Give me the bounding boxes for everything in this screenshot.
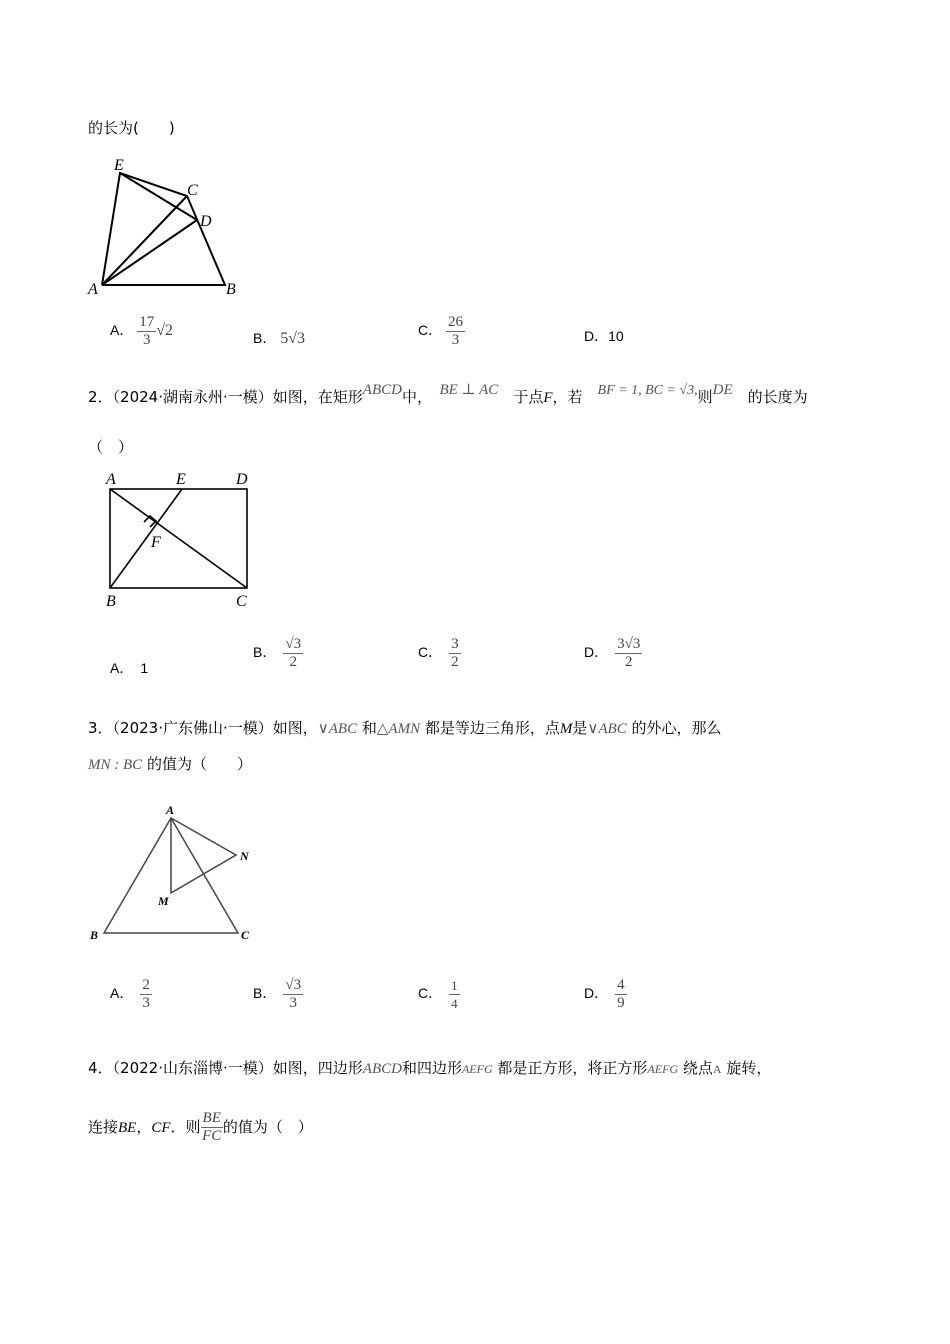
fraction [137, 314, 156, 349]
option-label: B． [253, 330, 277, 346]
q2-label-b: B [106, 593, 116, 610]
q3-option-a[interactable] [110, 977, 152, 1012]
numerator: √3 [285, 636, 302, 652]
denominator: 3 [142, 995, 150, 1011]
fraction [283, 636, 303, 671]
q2-figure [110, 489, 247, 588]
text: 的外心，那么 [631, 719, 722, 737]
text: 如图， [272, 719, 318, 737]
text: 绕点 [682, 1059, 713, 1077]
question-number: 3． [88, 719, 113, 737]
text: 中， [401, 388, 425, 406]
fraction [449, 636, 461, 671]
q3-stem [88, 718, 722, 739]
q4-stem-line2 [88, 1110, 313, 1145]
question-source: （2023·广东佛山·一模） [112, 719, 273, 737]
text: 和 [361, 719, 377, 737]
q2-label-a: A [106, 471, 116, 488]
question-number: 2． [88, 388, 113, 406]
option-label: B． [253, 985, 270, 1002]
q2-paren: （ ） [88, 438, 134, 456]
text: 连接 [88, 1118, 119, 1136]
math: M [559, 721, 573, 737]
fraction [201, 1110, 223, 1145]
q3-option-b[interactable] [253, 977, 303, 1012]
q3-label-m: M [158, 894, 169, 908]
denominator: 3 [451, 332, 460, 348]
fraction [449, 977, 460, 1012]
fraction [140, 977, 152, 1012]
denominator: 9 [617, 995, 625, 1011]
q3-option-c[interactable] [418, 977, 460, 1012]
q1-option-c[interactable] [418, 314, 465, 349]
numerator: √3 [285, 977, 302, 993]
math: AEFG [461, 1062, 493, 1076]
radical: √2 [156, 322, 174, 340]
q2-label-c: C [236, 593, 247, 610]
text: ， [136, 1118, 152, 1136]
math: BE [118, 1120, 137, 1136]
numerator: BE [202, 1110, 221, 1126]
q1-option-b[interactable] [253, 328, 305, 348]
math: A [712, 1062, 722, 1076]
math: F [543, 390, 553, 406]
math: DE [712, 382, 733, 398]
q2-stem [88, 382, 808, 409]
option-label: B． [253, 644, 270, 661]
fraction [446, 314, 465, 349]
question-source: （2022·山东淄博·一模） [112, 1059, 273, 1077]
option-value: 1 [140, 660, 149, 676]
q1-label-c: C [187, 182, 198, 199]
fraction [615, 977, 627, 1012]
fraction [615, 636, 642, 671]
q1-label-d: D [200, 213, 212, 230]
q1-label-e: E [114, 157, 124, 174]
q2-label-e: E [176, 471, 186, 488]
denominator: 3 [289, 995, 297, 1011]
math: BE ⊥ AC [439, 382, 499, 398]
option-value: 5√3 [280, 330, 306, 347]
q3-label-a: A [166, 803, 175, 817]
q2-option-b[interactable] [253, 636, 303, 671]
q2-option-c[interactable] [418, 636, 461, 671]
fraction [283, 977, 303, 1012]
math: ∨ABC [317, 721, 358, 737]
denominator: 2 [624, 654, 633, 670]
q3-stem-line2 [88, 754, 252, 775]
text: ．则 [170, 1118, 201, 1136]
option-label: C． [418, 985, 436, 1002]
math: CF [151, 1120, 171, 1136]
text: 的长度为 [747, 388, 808, 406]
numerator: 3√3 [617, 636, 641, 652]
option-value: 10 [608, 328, 624, 344]
numerator: 26 [448, 314, 464, 330]
text: 都是正方形，将正方形 [497, 1059, 648, 1077]
denominator: 4 [451, 996, 458, 1011]
text: 的值为（ ） [222, 1118, 313, 1136]
denominator: FC [202, 1128, 222, 1144]
math: ∨ABC [587, 721, 627, 737]
option-label: D． [584, 644, 602, 661]
numerator: 3 [451, 636, 459, 652]
option-label: A． [110, 322, 134, 339]
question-number: 4． [88, 1059, 113, 1077]
math: ABCD [362, 382, 402, 398]
q2-label-f: F [151, 534, 161, 551]
numerator: 4 [617, 977, 625, 993]
text: 都是等边三角形，点 [424, 719, 560, 737]
text: 则 [697, 388, 713, 406]
numerator: 17 [139, 314, 155, 330]
denominator: 2 [451, 654, 459, 670]
q1-label-b: B [226, 281, 236, 298]
math: △AMN [376, 721, 421, 737]
option-label: C． [418, 322, 443, 339]
q4-stem [88, 1058, 771, 1079]
text: 的值为（ ） [146, 755, 252, 773]
math: ABCD [362, 1061, 402, 1077]
option-label: D． [584, 328, 609, 344]
q2-option-a[interactable] [110, 658, 148, 678]
question-source: （2024·湖南永州·一模） [112, 388, 273, 406]
q1-label-a: A [88, 281, 98, 298]
q3-figure [104, 818, 238, 933]
q3-option-d[interactable] [584, 977, 627, 1012]
math: AEFG [647, 1062, 679, 1076]
option-label: C． [418, 644, 436, 661]
q3-label-n: N [240, 849, 249, 863]
option-label: D． [584, 985, 602, 1002]
option-label: A． [110, 660, 127, 676]
text: 和四边形 [401, 1059, 462, 1077]
numerator: 1 [451, 978, 458, 993]
math: MN : BC [88, 757, 143, 773]
text: 如图，在矩形 [272, 388, 363, 406]
text: 是 [572, 719, 588, 737]
option-label: A． [110, 985, 127, 1002]
q1-option-a[interactable] [110, 314, 173, 349]
math: BF = 1, BC = √3, [597, 383, 698, 398]
numerator: 2 [142, 977, 150, 993]
q3-label-c: C [241, 928, 250, 942]
text: ，若 [552, 388, 583, 406]
text: 如图，四边形 [272, 1059, 363, 1077]
q2-label-d: D [236, 471, 248, 488]
q2-option-d[interactable] [584, 636, 642, 671]
denominator: 3 [142, 332, 151, 348]
q1-stem-end: 的长为( ) [88, 119, 175, 137]
text: 旋转， [726, 1059, 772, 1077]
denominator: 2 [289, 654, 297, 670]
q1-option-d[interactable] [584, 326, 624, 346]
text: 于点 [513, 388, 544, 406]
q3-label-b: B [90, 928, 99, 942]
